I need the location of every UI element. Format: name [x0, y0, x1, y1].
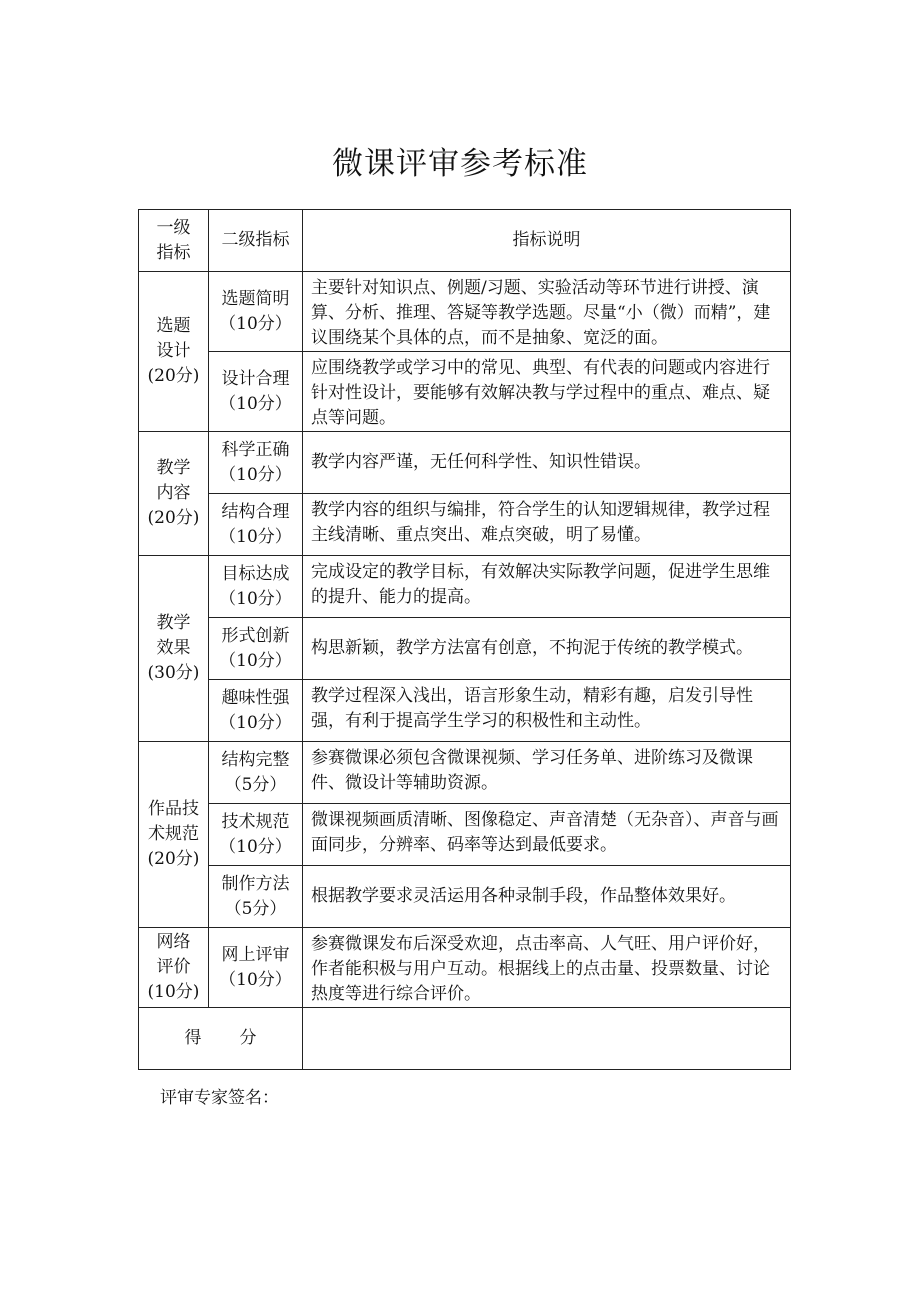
header-col3: 指标说明	[303, 210, 791, 272]
table-row	[139, 352, 791, 432]
subcategory-name: 科学正确	[221, 439, 290, 460]
subcategory-score: （10分）	[219, 393, 292, 414]
subcategory-score: （5分）	[224, 774, 287, 795]
category-name: 教学效果	[156, 613, 191, 658]
subcategory-cell	[209, 272, 303, 352]
header-col1: 一级指标	[139, 210, 209, 272]
score-label: 得 分	[139, 1008, 303, 1070]
table-row	[139, 272, 791, 352]
description-cell: 构思新颖，教学方法富有创意，不拘泥于传统的教学模式。	[303, 618, 791, 680]
subcategory-cell	[209, 432, 303, 494]
description-cell: 应围绕教学或学习中的常见、典型、有代表的问题或内容进行针对性设计，要能够有效解决教与学过程中的重点、难点、疑点等问题。	[303, 352, 791, 432]
table-row	[139, 618, 791, 680]
category-score: (10分)	[147, 982, 200, 1002]
table-row	[139, 680, 791, 742]
subcategory-score: （10分）	[219, 650, 292, 671]
subcategory-name: 技术规范	[221, 811, 290, 832]
category-score: (30分)	[147, 663, 200, 683]
signature-label: 评审专家签名：	[160, 1088, 279, 1108]
category-cell	[139, 742, 209, 928]
subcategory-name: 目标达成	[221, 563, 290, 584]
subcategory-score: （10分）	[219, 836, 292, 857]
table-row	[139, 866, 791, 928]
subcategory-cell	[209, 618, 303, 680]
description-cell: 教学过程深入浅出，语言形象生动，精彩有趣，启发引导性强，有利于提高学生学习的积极性和主动性。	[303, 680, 791, 742]
header-col2: 二级指标	[209, 210, 303, 272]
subcategory-cell	[209, 556, 303, 618]
subcategory-score: （5分）	[224, 898, 287, 919]
description-cell: 主要针对知识点、例题/习题、实验活动等环节进行讲授、演算、分析、推理、答疑等教学选题。尽量“小（微）而精”，建议围绕某个具体的点，而不是抽象、宽泛的面。	[303, 272, 791, 352]
header-row	[139, 210, 791, 272]
subcategory-cell	[209, 494, 303, 556]
table-row	[139, 804, 791, 866]
subcategory-score: （10分）	[219, 712, 292, 733]
description-cell: 教学内容的组织与编排，符合学生的认知逻辑规律，教学过程主线清晰、重点突出、难点突破，明了易懂。	[303, 494, 791, 556]
page-title: 微课评审参考标准	[332, 146, 588, 182]
subcategory-name: 设计合理	[221, 368, 290, 389]
subcategory-name: 形式创新	[221, 625, 290, 646]
subcategory-name: 选题简明	[221, 288, 290, 309]
category-name: 作品技术规范	[148, 799, 199, 844]
description-cell: 参赛微课必须包含微课视频、学习任务单、进阶练习及微课件、微设计等辅助资源。	[303, 742, 791, 804]
description-cell: 教学内容严谨，无任何科学性、知识性错误。	[303, 432, 791, 494]
description-cell: 完成设定的教学目标，有效解决实际教学问题，促进学生思维的提升、能力的提高。	[303, 556, 791, 618]
subcategory-score: （10分）	[219, 526, 292, 547]
table-row	[139, 742, 791, 804]
category-name: 选题设计	[156, 316, 191, 361]
subcategory-score: （10分）	[219, 588, 292, 609]
subcategory-name: 结构完整	[221, 749, 290, 770]
category-score: (20分)	[147, 508, 200, 528]
category-cell	[139, 272, 209, 432]
score-value-field[interactable]	[303, 1008, 791, 1070]
subcategory-cell	[209, 804, 303, 866]
subcategory-name: 结构合理	[221, 501, 290, 522]
subcategory-cell	[209, 680, 303, 742]
table-row	[139, 556, 791, 618]
category-cell	[139, 928, 209, 1008]
subcategory-name: 趣味性强	[221, 687, 290, 708]
description-cell: 参赛微课发布后深受欢迎，点击率高、人气旺、用户评价好，作者能积极与用户互动。根据线上的点击量、投票数量、讨论热度等进行综合评价。	[303, 928, 791, 1008]
subcategory-score: （10分）	[219, 464, 292, 485]
category-cell	[139, 432, 209, 556]
table-row	[139, 494, 791, 556]
subcategory-score: （10分）	[219, 313, 292, 334]
table-row	[139, 432, 791, 494]
category-score: (20分)	[147, 366, 200, 386]
category-name: 网络评价	[156, 932, 191, 977]
description-cell: 根据教学要求灵活运用各种录制手段，作品整体效果好。	[303, 866, 791, 928]
subcategory-cell	[209, 866, 303, 928]
subcategory-cell	[209, 352, 303, 432]
subcategory-name: 制作方法	[221, 873, 290, 894]
subcategory-cell	[209, 742, 303, 804]
subcategory-name: 网上评审	[221, 944, 290, 965]
table-row	[139, 928, 791, 1008]
description-cell: 微课视频画质清晰、图像稳定、声音清楚（无杂音）、声音与画面同步，分辨率、码率等达到最低要求。	[303, 804, 791, 866]
criteria-table	[138, 209, 791, 1070]
category-name: 教学内容	[156, 458, 191, 503]
subcategory-cell	[209, 928, 303, 1008]
subcategory-score: （10分）	[219, 969, 292, 990]
category-score: (20分)	[147, 849, 200, 869]
category-cell	[139, 556, 209, 742]
score-row	[139, 1008, 791, 1070]
